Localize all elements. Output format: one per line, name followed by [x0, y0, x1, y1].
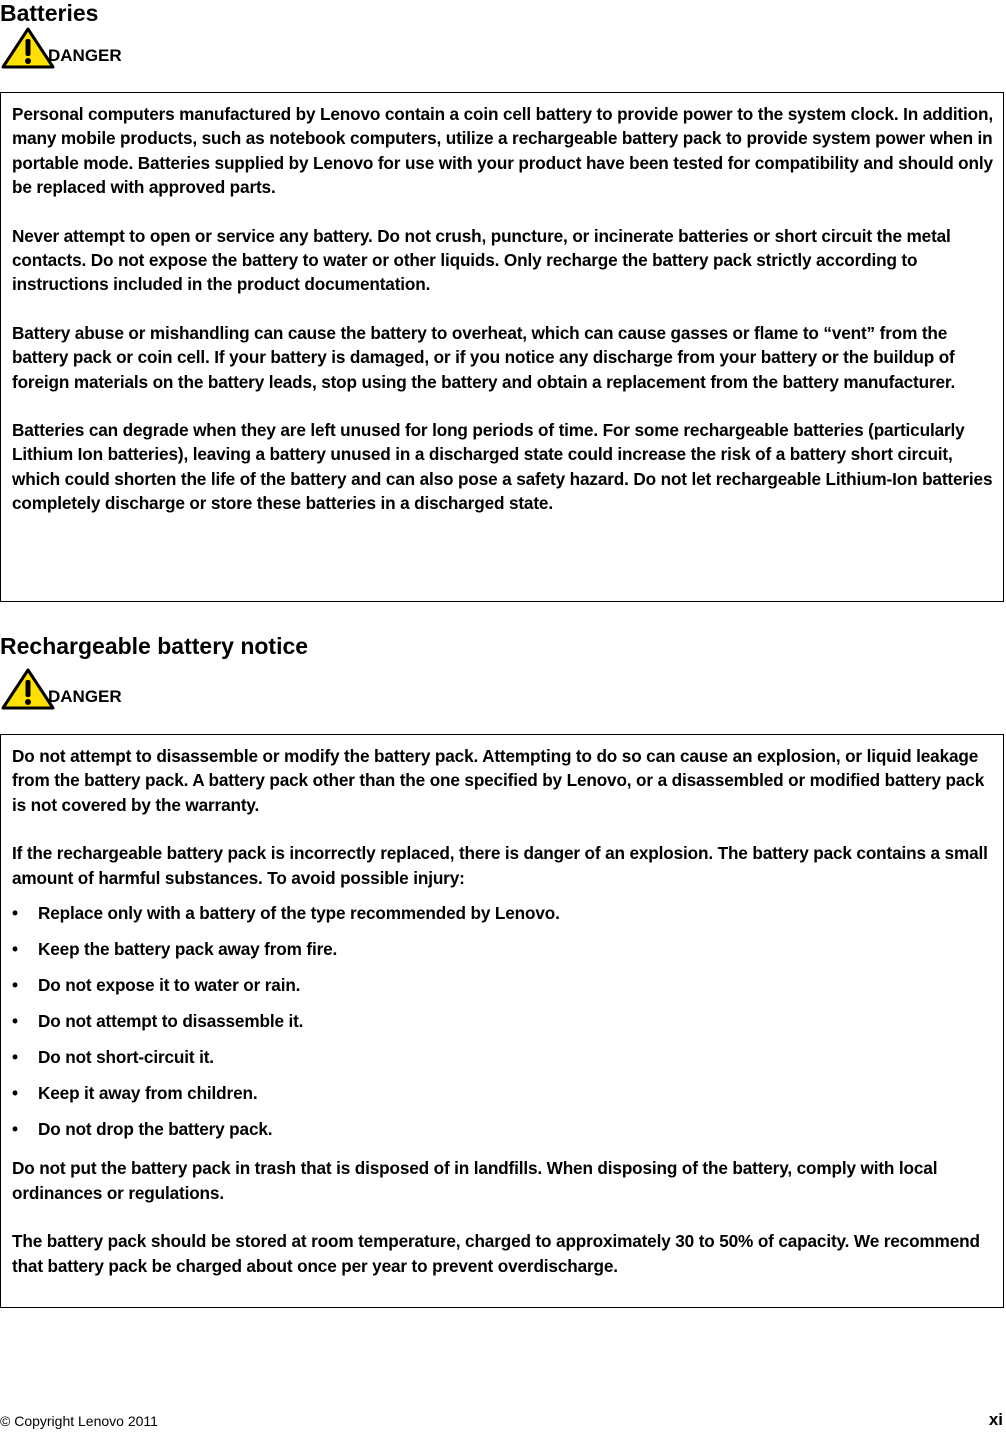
list-item: • Do not drop the battery pack.: [12, 1117, 993, 1141]
list-item: • Do not expose it to water or rain.: [12, 973, 993, 997]
danger-box-batteries: [0, 92, 1004, 602]
section-heading-rechargeable: Rechargeable battery notice: [0, 633, 309, 659]
danger-notice: [0, 26, 122, 70]
precautions-list: [12, 901, 993, 1141]
paragraph: Do not attempt to disassemble or modify the battery pack. Attempting to do so can cause an explosion, or liquid leakage from the battery pack. A battery pack other than the one specified by Lenovo, or a disassembled or modified battery pack is not covered by the warranty.: [12, 746, 985, 815]
list-item: • Replace only with a battery of the type recommended by Lenovo.: [12, 901, 993, 925]
paragraph: Never attempt to open or service any battery. Do not crush, puncture, or incinerate batteries or short circuit the metal contacts. Do not expose the battery to water or other liquids. Only recharge the battery pack strictly according to instructions included in the product documentation.: [12, 225, 951, 295]
danger-label: DANGER: [48, 687, 122, 706]
list-item: • Keep the battery pack away from fire.: [12, 937, 993, 961]
danger-notice: [0, 667, 122, 711]
list-item: • Do not attempt to disassemble it.: [12, 1009, 993, 1033]
paragraph: Batteries can degrade when they are left unused for long periods of time. For some rechargeable batteries (particularly Lithium Ion batteries), leaving a battery unused in a discharged state could increase the risk of a battery short circuit, which could shorten the life of the battery and can also pose a safety hazard. Do not let rechargeable Lithium-Ion batteries completely discharge or store these batteries in a discharged state.: [12, 420, 993, 514]
paragraph: Do not put the battery pack in trash that is disposed of in landfills. When disposing of the battery, comply with local ordinances or regulations.: [12, 1158, 938, 1203]
paragraph: Battery abuse or mishandling can cause the battery to overheat, which can cause gasses or flame to “vent” from the battery pack or coin cell. If your battery is damaged, or if you notice any discharge from your battery or the buildup of foreign materials on the battery leads, stop using the battery and obtain a replacement from the battery manufacturer.: [12, 322, 956, 392]
copyright-notice: © Copyright Lenovo 2011: [0, 1413, 158, 1429]
paragraph: The battery pack should be stored at room temperature, charged to approximately 30 to 50% of capacity. We recommend that battery pack be charged about once per year to prevent overdischarge.: [12, 1231, 980, 1276]
danger-box-rechargeable: [0, 734, 1004, 1308]
danger-label: DANGER: [48, 46, 122, 65]
list-item: • Keep it away from children.: [12, 1081, 993, 1105]
list-item: • Do not short-circuit it.: [12, 1045, 993, 1069]
paragraph: Personal computers manufactured by Lenovo contain a coin cell battery to provide power to the system clock. In addition, many mobile products, such as notebook computers, utilize a rechargeable battery pack to provide system power when in portable mode. Batteries supplied by Lenovo for use with your product have been tested for compatibility and should only be replaced with approved parts.: [12, 104, 993, 198]
paragraph: If the rechargeable battery pack is incorrectly replaced, there is danger of an explosion. The battery pack contains a small amount of harmful substances. To avoid possible injury:: [12, 843, 988, 888]
page-number: xi: [988, 1410, 1003, 1429]
section-heading-batteries: Batteries: [0, 0, 99, 26]
